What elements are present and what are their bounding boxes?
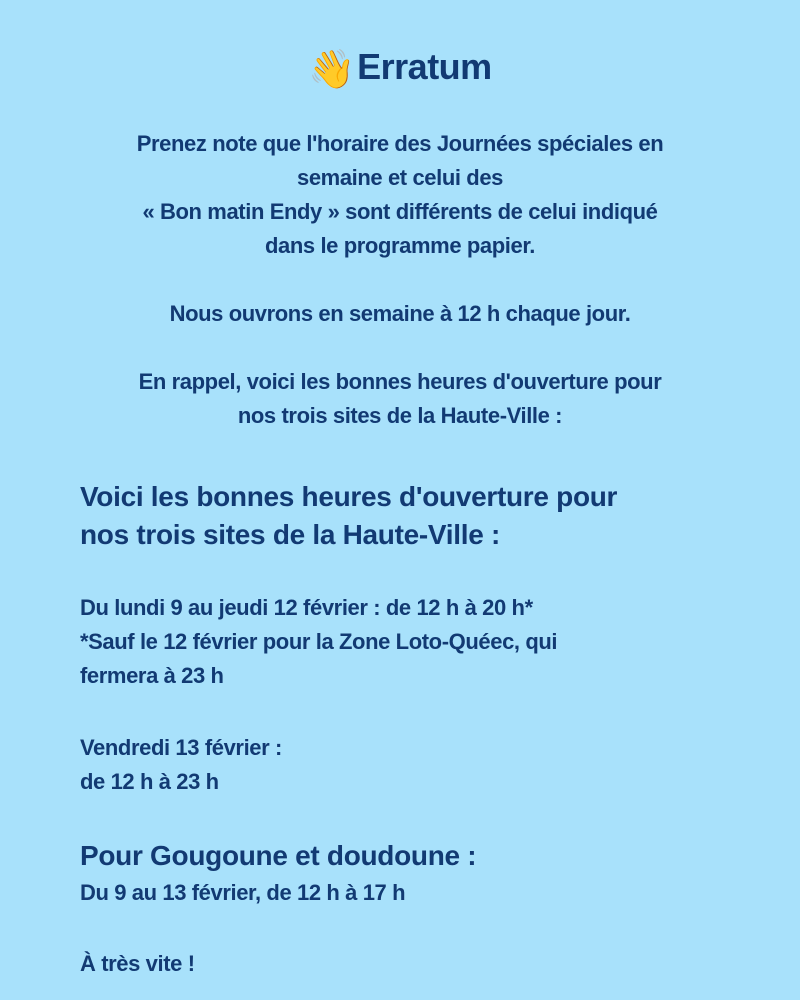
weekday-hours-line: Du lundi 9 au jeudi 12 février : de 12 h à 20 h* [80, 595, 533, 620]
gougoune-heading: Pour Gougoune et doudoune : [80, 840, 477, 871]
weekday-hours [80, 591, 760, 693]
weekday-hours-line: *Sauf le 12 février pour la Zone Loto-Quéec, qui [80, 629, 558, 654]
intro-line: Prenez note que l'horaire des Journées spéciales en [136, 131, 664, 156]
page-title [0, 40, 800, 97]
friday-hours-line: Vendredi 13 février : [80, 735, 282, 760]
reminder-note [60, 365, 740, 433]
hours-heading-line: nos trois sites de la Haute-Ville : [80, 519, 501, 550]
gougoune-hours: Du 9 au 13 février, de 12 h à 17 h [80, 880, 406, 905]
friday-hours-line: de 12 h à 23 h [80, 769, 219, 794]
hours-heading [80, 478, 760, 554]
reminder-line: nos trois sites de la Haute-Ville : [237, 403, 563, 428]
friday-hours [80, 731, 760, 799]
waving-hand-icon: 👋 [308, 49, 356, 91]
intro-note [60, 127, 740, 263]
weekday-opening-note: Nous ouvrons en semaine à 12 h chaque jour. [169, 301, 631, 326]
intro-line: « Bon matin Endy » sont différents de celui indiqué [142, 199, 658, 224]
intro-line: semaine et celui des [297, 165, 503, 190]
title-text: Erratum [357, 46, 492, 87]
intro-text [60, 127, 740, 433]
closing-text: À très vite ! [80, 951, 195, 976]
reminder-line: En rappel, voici les bonnes heures d'ouverture pour [138, 369, 662, 394]
intro-line: dans le programme papier. [265, 233, 535, 258]
hours-heading-line: Voici les bonnes heures d'ouverture pour [80, 481, 618, 512]
weekday-hours-line: fermera à 23 h [80, 663, 224, 688]
